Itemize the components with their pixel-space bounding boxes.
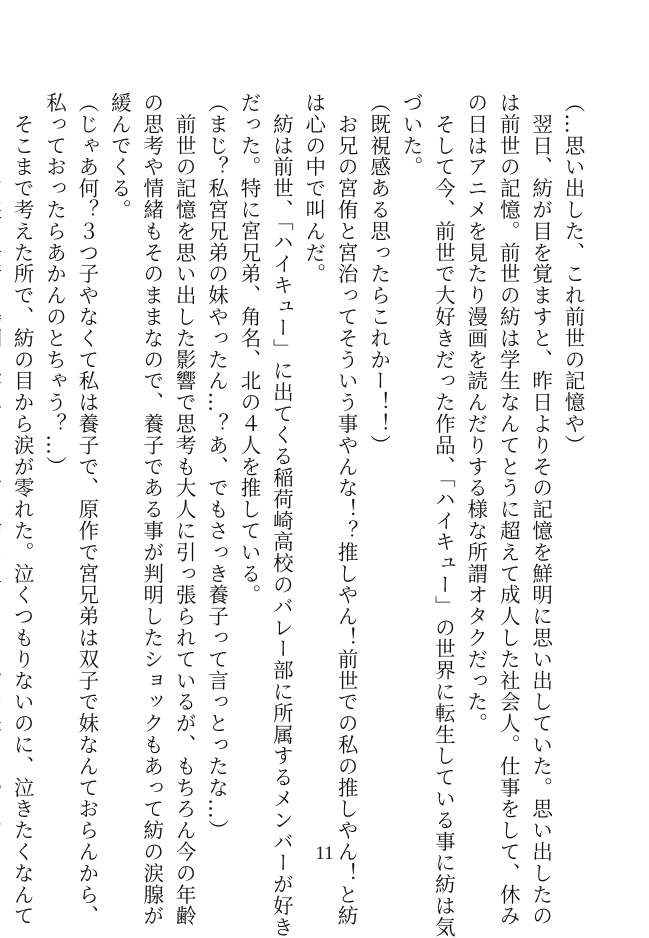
text-line: （既視感ある思ったらこれかー！！）	[366, 92, 391, 456]
text-line: づいた。	[398, 92, 423, 178]
text-line: 緩んでくる。	[107, 92, 132, 221]
text-line: 翌日、紡が目を覚ますと、昨日よりその記憶を鮮明に思い出していた。思い出したの	[528, 92, 553, 927]
text-line: だった。特に宮兄弟、角名、北の４人を推している。	[236, 92, 261, 606]
text-line: 紡は前世、「ハイキュー」に出てくる稲荷崎高校のバレー部に所属するメンバーが好き	[269, 92, 294, 938]
text-line: の日はアニメを見たり漫画を読んだりする様な所謂オタクだった。	[463, 92, 488, 734]
text-line: そして今、前世で大好きだった作品、「ハイキュー」の世界に転生している事に紡は気	[431, 92, 456, 938]
text-line: そこまで考えた所で、紡の目から涙が零れた。泣くつもりないのに、泣きたくなんて	[10, 92, 35, 927]
text-line: の思考や情緒もそのままなので、養子である事が判明したショックもあって紡の涙腺が	[139, 92, 164, 927]
page-number: 11	[315, 843, 334, 864]
text-line: （…思い出した、これ前世の記憶や）	[561, 92, 585, 456]
text-line: は心の中で叫んだ。	[301, 92, 326, 285]
text-line: 前世の記憶を思い出した影響で思考も大人に引っ張られているが、もちろん今の年齢	[172, 92, 197, 927]
text-line: 私っておったらあかんのとちゃう？…）	[42, 92, 67, 478]
text-line: は前世の記憶。前世の紡は学生なんてとうに超えて成人した社会人。仕事をして、休み	[496, 92, 521, 927]
text-line: （まじ？私宮兄弟の妹やったん…？あ、でもさっき養子って言っとったな…）	[204, 92, 229, 841]
text-line: （じゃあ何？３つ子やなくて私は養子で、原作で宮兄弟は双子で妹なんておらんから、	[74, 92, 99, 927]
text-line: お兄の宮侑と宮治ってそういう事やんな！？推しやん！前世での私の推しやん！と紡	[334, 92, 359, 927]
text-line	[0, 92, 6, 812]
